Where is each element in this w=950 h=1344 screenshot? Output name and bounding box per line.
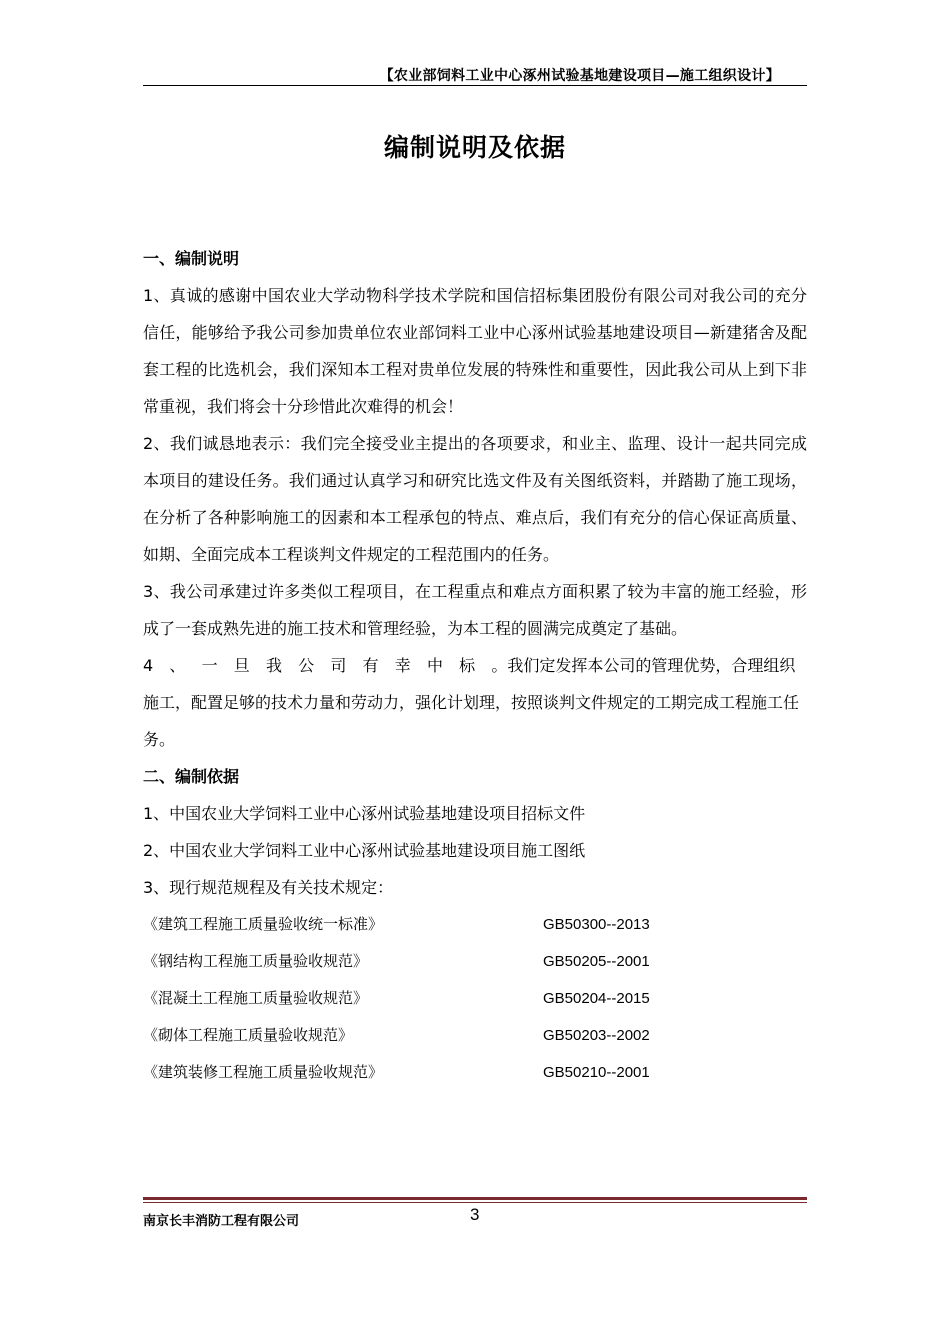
section-heading-basis: 二、编制依据 [143, 767, 240, 786]
standard-name: 《砌体工程施工质量验收规范》 [143, 1026, 354, 1044]
footer-divider-thick [143, 1197, 807, 1200]
standard-name: 《建筑工程施工质量验收统一标准》 [143, 915, 384, 933]
standard-code: GB50204--2015 [543, 990, 650, 1007]
paragraph-4-spaced-text: 4、一旦我公司有幸中标 [143, 656, 492, 675]
standard-name: 《混凝土工程施工质量验收规范》 [143, 989, 369, 1007]
paragraph-1: 1、真诚的感谢中国农业大学动物科学技术学院和国信招标集团股份有限公司对我公司的充分信任，能够给予我公司参加贵单位农业部饲料工业中心涿州试验基地建设项目—新建猪舍及配套工程的比选机会，我们深知本工程对贵单位发展的特殊性和重要性，因此我公司从上到下非常重视，我们将会十分珍惜此次难得的机会！ [143, 286, 807, 416]
document-body [143, 240, 807, 1091]
header-divider [143, 85, 807, 86]
page-number: 3 [470, 1205, 480, 1224]
standard-row [143, 906, 807, 943]
standard-row [143, 1054, 807, 1091]
standard-name: 《钢结构工程施工质量验收规范》 [143, 952, 369, 970]
basis-item: 3、现行规范规程及有关技术规定： [143, 878, 394, 897]
standard-code: GB50210--2001 [543, 1064, 650, 1081]
paragraph-3: 3、我公司承建过许多类似工程项目，在工程重点和难点方面积累了较为丰富的施工经验，形成了一套成熟先进的施工技术和管理经验，为本工程的圆满完成奠定了基础。 [143, 582, 807, 638]
document-title: 编制说明及依据 [383, 133, 566, 162]
standard-code: GB50300--2013 [543, 916, 650, 933]
paragraph-4 [143, 647, 807, 758]
standard-code: GB50203--2002 [543, 1027, 650, 1044]
standard-row [143, 943, 807, 980]
paragraph-2: 2、我们诚恳地表示：我们完全接受业主提出的各项要求，和业主、监理、设计一起共同完成本项目的建设任务。我们通过认真学习和研究比选文件及有关图纸资料，并踏勘了施工现场，在分析了各种影响施工的因素和本工程承包的特点、难点后，我们有充分的信心保证高质量、如期、全面完成本工程谈判文件规定的工程范围内的任务。 [143, 434, 807, 564]
standard-code: GB50205--2001 [543, 953, 650, 970]
standard-name: 《建筑装修工程施工质量验收规范》 [143, 1063, 384, 1081]
section-heading-explanation: 一、编制说明 [143, 249, 240, 268]
page-header: 【农业部饲料工业中心涿州试验基地建设项目—施工组织设计】 [379, 68, 780, 84]
standard-row [143, 980, 807, 1017]
footer-divider-thin [143, 1202, 807, 1203]
paragraph-4-text: 。我们定发挥本公司的管理优势，合理组织施工，配置足够的技术力量和劳动力，强化计划理，按照谈判文件规定的工期完成工程施工任务。 [143, 656, 800, 749]
basis-item: 1、中国农业大学饲料工业中心涿州试验基地建设项目招标文件 [143, 804, 586, 823]
footer-company-name: 南京长丰消防工程有限公司 [143, 1214, 300, 1229]
basis-item: 2、中国农业大学饲料工业中心涿州试验基地建设项目施工图纸 [143, 841, 586, 860]
standard-row [143, 1017, 807, 1054]
